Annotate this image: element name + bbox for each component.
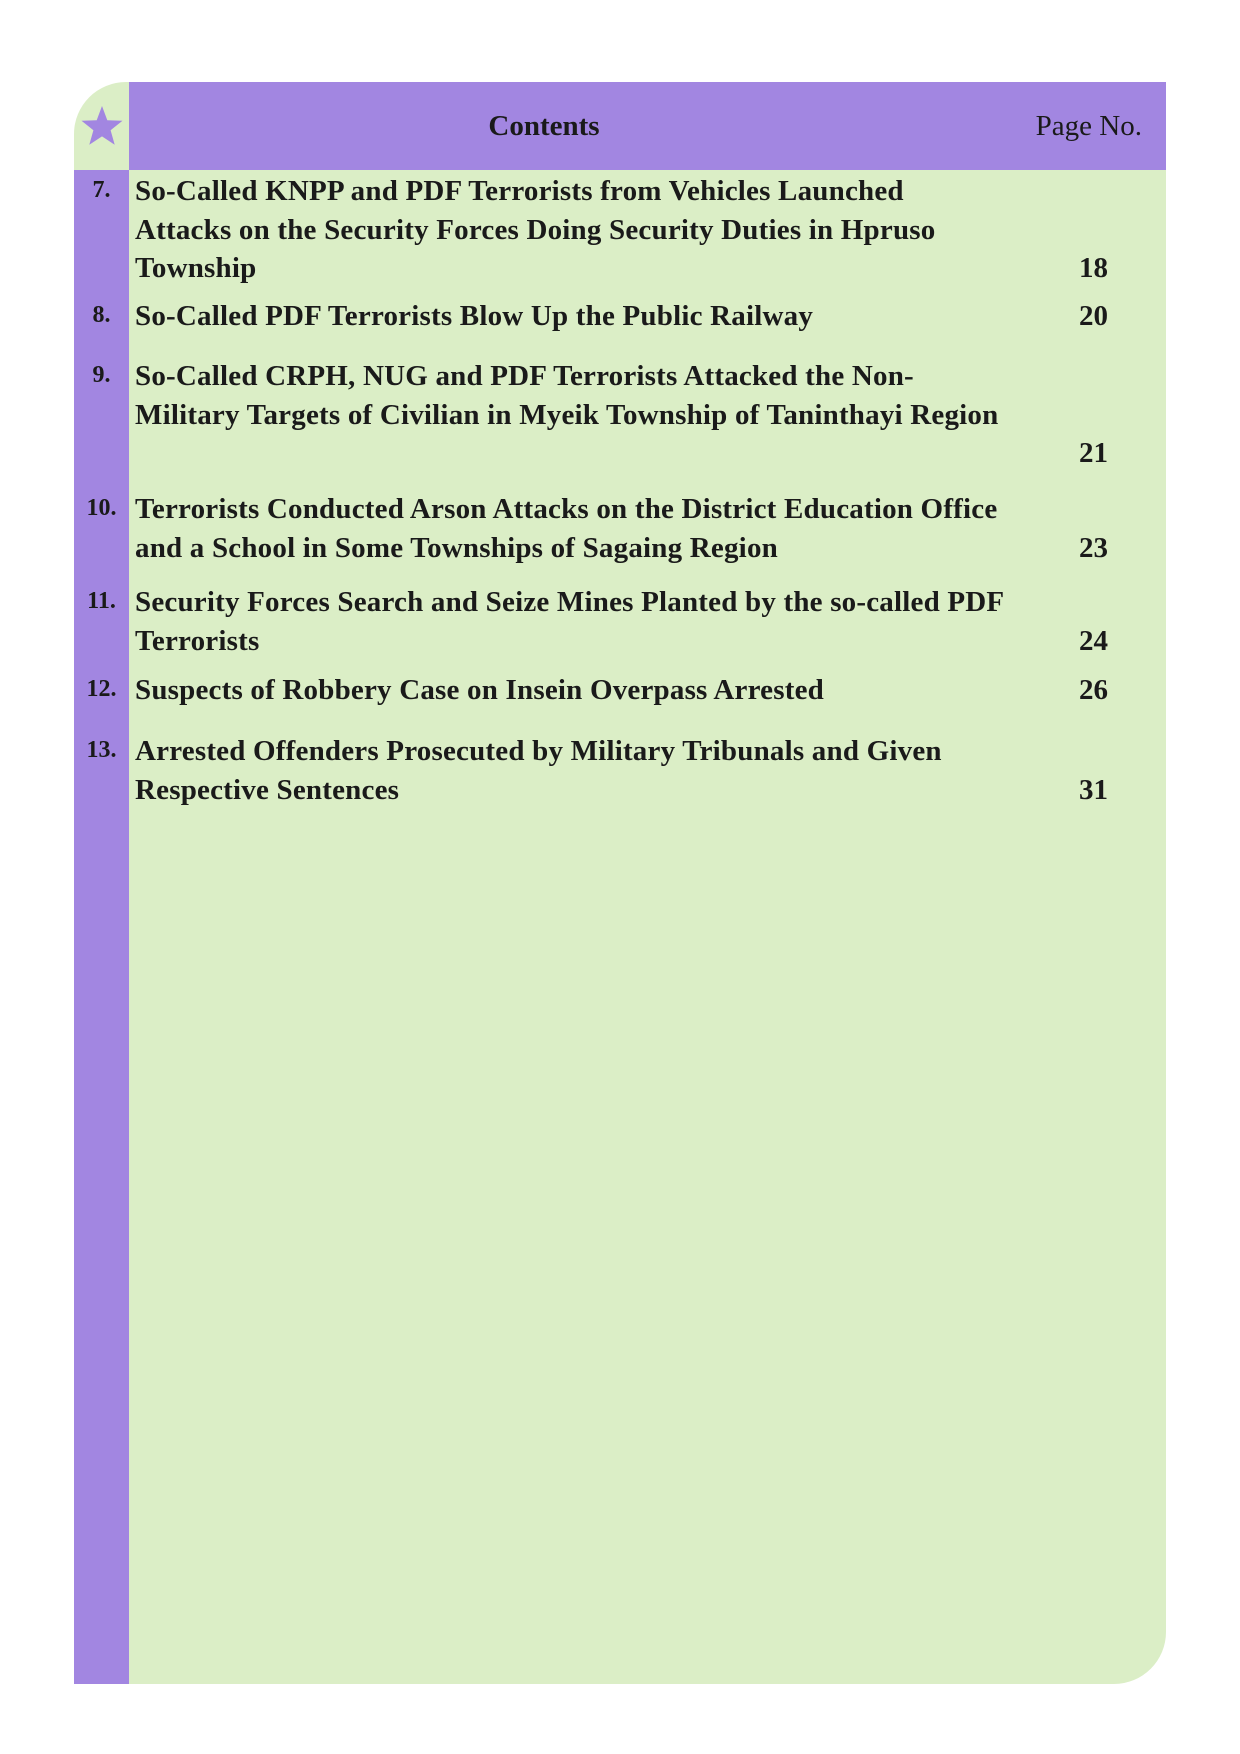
entry-number: 12. [86,676,117,702]
page-no-heading: Page No. [1035,110,1142,142]
entry-page-number: 31 [1079,773,1108,806]
entry-number: 9. [92,362,111,388]
side-stripe [74,170,129,1684]
entry-title: So-Called PDF Terrorists Blow Up the Public Railway [135,300,814,332]
entry-page-number: 20 [1079,300,1108,332]
contents-panel [74,82,1166,1684]
entry-page-number: 21 [1079,437,1108,469]
contents-heading: Contents [488,110,600,142]
entry-number: 10. [86,495,117,521]
entry-title: So-Called KNPP and PDF Terrorists from Vehicles Launched Attacks on the Security Forces Doing Security Duties in Hpruso Township [135,175,936,284]
entry-title: Arrested Offenders Prosecuted by Military Tribunals and Given Respective Sentences [135,735,942,806]
entry-number: 13. [86,737,117,763]
entry-number: 11. [87,588,116,614]
entry-page-number: 26 [1079,674,1108,706]
entry-number: 8. [92,302,111,328]
entry-page-number: 18 [1079,252,1108,284]
entry-title: Terrorists Conducted Arson Attacks on the District Education Office and a School in Some Townships of Sagaing Region [135,493,998,564]
star-icon [74,82,129,170]
entry-number: 7. [92,177,111,203]
entry-title: Security Forces Search and Seize Mines Planted by the so-called PDF Terrorists [135,586,1004,657]
entry-title: Suspects of Robbery Case on Insein Overpass Arrested [135,674,824,706]
entry-page-number: 24 [1079,624,1108,657]
entry-page-number: 23 [1079,531,1108,564]
entry-title: So-Called CRPH, NUG and PDF Terrorists Attacked the Non-Military Targets of Civilian in Myeik Township of Taninthayi Region [135,360,999,431]
